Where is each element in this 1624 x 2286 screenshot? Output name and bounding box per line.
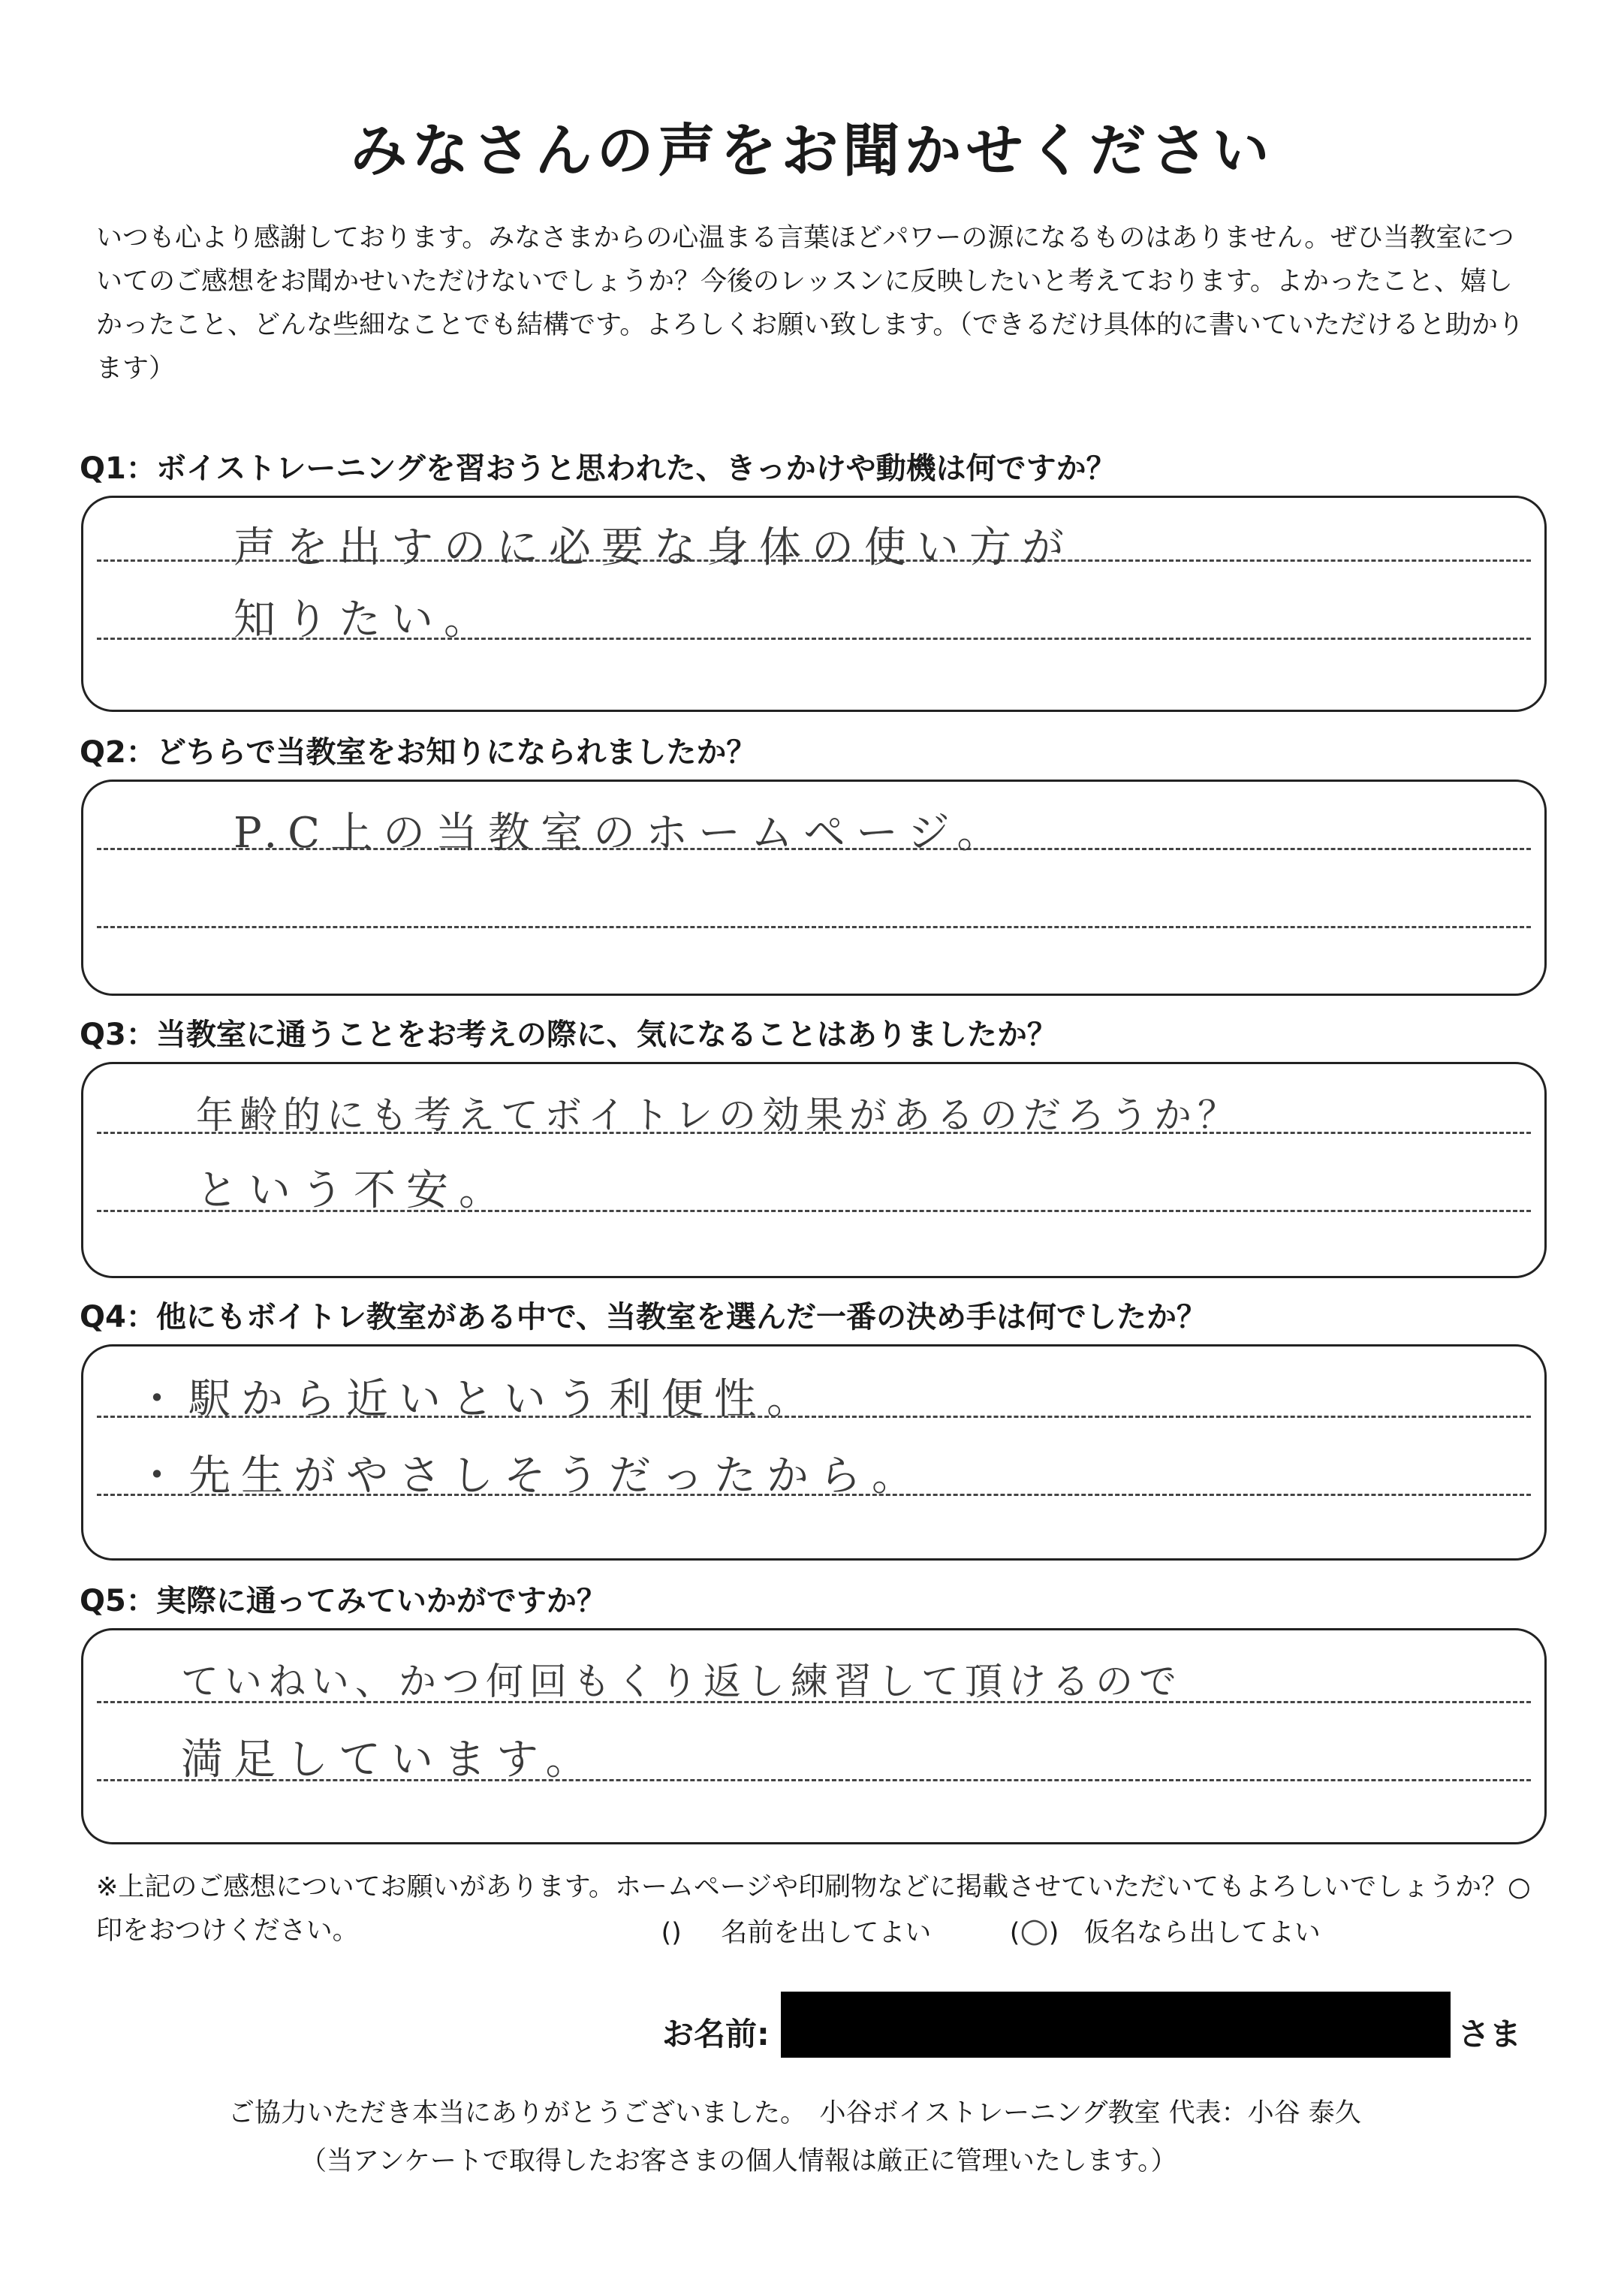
question-5: Q5：実際に通ってみていかがですか？ <box>80 1584 607 1618</box>
answer-box-5[interactable] <box>81 1628 1547 1844</box>
answer-5-line-1: ていねい、かつ何回もくり返し練習して頂けるので <box>181 1660 1183 1703</box>
answer-box-4[interactable] <box>81 1344 1547 1561</box>
consent-options <box>96 1909 1553 1955</box>
answer-box-3[interactable] <box>81 1062 1547 1278</box>
thanks-text: ご協力いただき本当にありがとうございました。 小谷ボイストレーニング教室 代表：小谷 泰久 <box>228 2098 1361 2128</box>
pseudonym-checkbox[interactable]: (○) <box>993 1909 1076 1955</box>
name-field-redacted[interactable] <box>781 1992 1451 2058</box>
consent-note: ※上記のご感想についてお願いがあります。ホームページや印刷物などに掲載させていただいてもよろしいでしょうか？○印をおつけください。 <box>96 1872 1531 1946</box>
answer-3-line-2: という不安。 <box>196 1166 511 1215</box>
intro-text: いつも心より感謝しております。みなさまからの心温まる言葉ほどパワーの源になるものはありません。ぜひ当教室についてのご感想をお聞かせいただけないでしょうか？今後のレッスンに反映したいと考えております。よかったこと、嬉しかったこと、どんな些細なことでも結構です。よろしくお願い致します。（できるだけ具体的に書いていただけると助かります） <box>96 223 1524 384</box>
option-pseudonym-label: 仮名なら出してよい <box>1083 1918 1321 1948</box>
page-title: みなさんの声をお聞かせください <box>350 117 1274 184</box>
question-4: Q4：他にもボイトレ教室がある中で、当教室を選んだ一番の決め手は何でしたか？ <box>80 1300 1207 1335</box>
answer-4-line-1: ・駅から近いという利便性。 <box>136 1375 819 1424</box>
answer-5-line-2: 満足しています。 <box>181 1736 598 1784</box>
question-3: Q3：当教室に通うことをお考えの際に、気になることはありましたか？ <box>80 1018 1057 1052</box>
question-1: Q1：ボイストレーニングを習おうと思われた、きっかけや動機は何ですか？ <box>80 451 1116 486</box>
privacy-note: （当アンケートで取得したお客さまの個人情報は厳正に管理いたします。） <box>300 2146 1177 2176</box>
question-2: Q2：どちらで当教室をお知りになられましたか？ <box>80 735 757 770</box>
option-real-name[interactable] <box>630 1911 931 1955</box>
answer-2-line-1: P.C上の当教室のホームページ。 <box>234 809 1010 858</box>
answer-box-2[interactable] <box>81 780 1547 996</box>
option-pseudonym[interactable] <box>993 1909 1321 1955</box>
name-suffix: さま <box>1458 2016 1522 2052</box>
answer-box-1[interactable] <box>81 496 1547 712</box>
pseudonym-mark: ○ <box>1020 1911 1049 1950</box>
option-real-name-label: 名前を出してよい <box>721 1918 932 1948</box>
real-name-checkbox[interactable]: () <box>661 1918 682 1948</box>
answer-3-line-1: 年齢的にも考えてボイトレの効果があるのだろうか？ <box>196 1093 1241 1137</box>
answer-1-line-1: 声を出すのに必要な身体の使い方が <box>234 523 1074 572</box>
answer-4-line-2: ・先生がやさしそうだったから。 <box>136 1452 924 1500</box>
name-label: お名前: <box>662 2016 770 2052</box>
dashed-rule <box>97 926 1531 928</box>
answer-1-line-2: 知りたい。 <box>234 596 496 644</box>
